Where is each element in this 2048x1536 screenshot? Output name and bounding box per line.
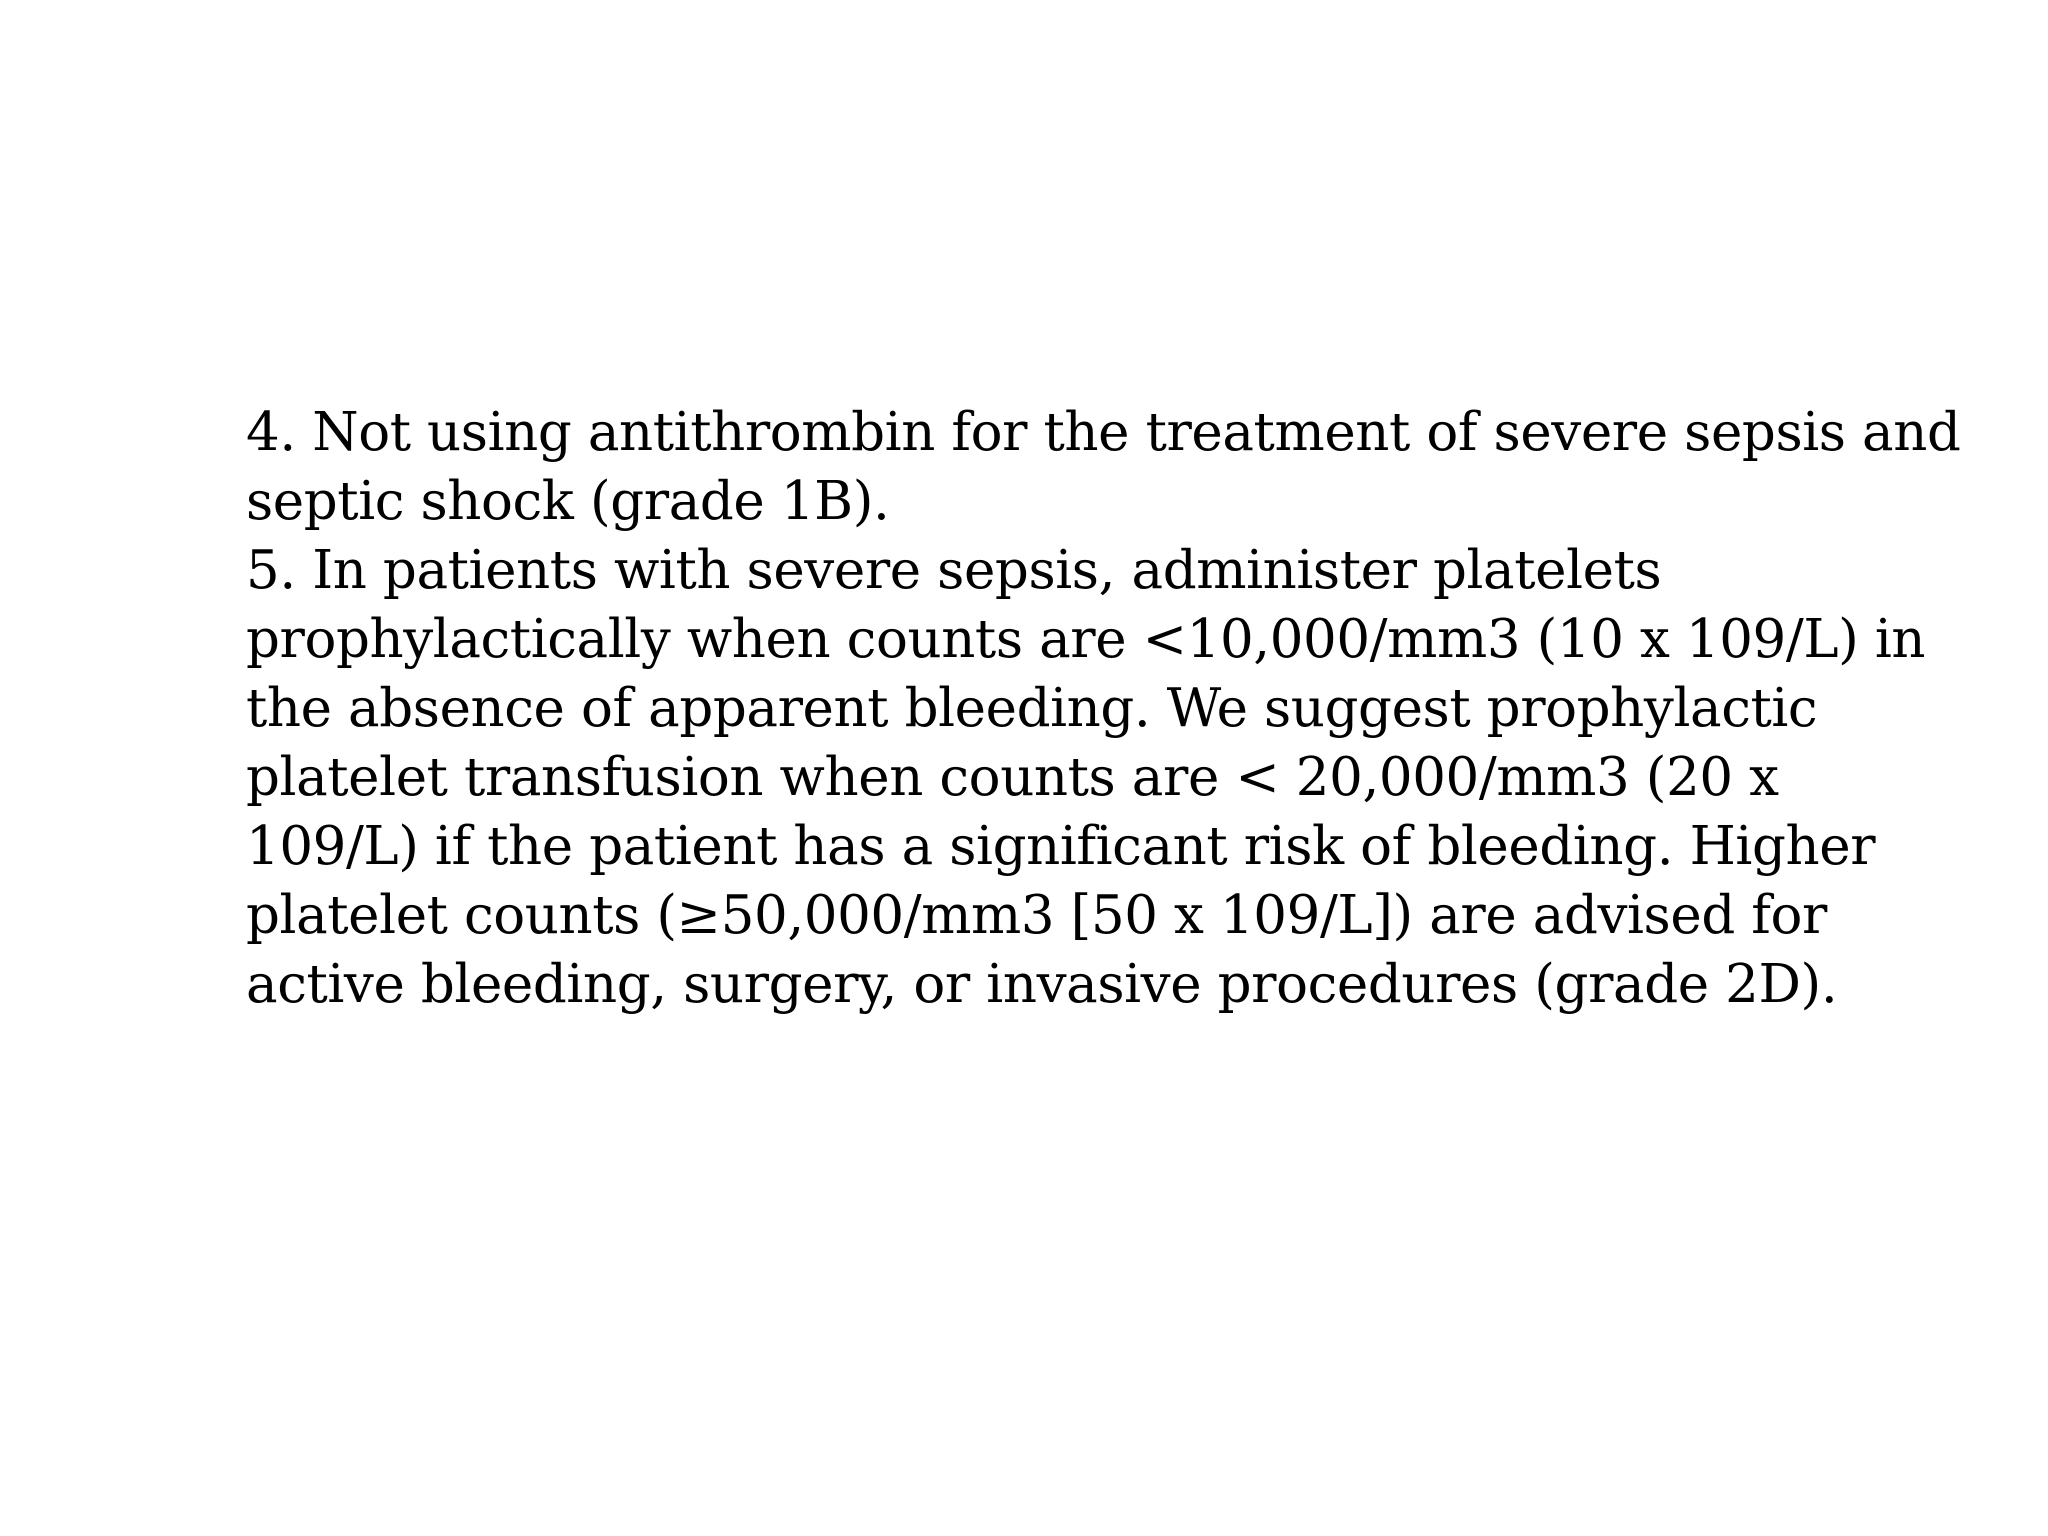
text-line: 4. Not using antithrombin for the treatment of severe sepsis and [246, 402, 1961, 463]
text-line: prophylactically when counts are <10,000/mm3 (10 x 109/L) in [246, 609, 1926, 670]
text-line: platelet counts (≥50,000/mm3 [50 x 109/L]) are advised for [246, 885, 1827, 946]
text-line: septic shock (grade 1B). [246, 471, 890, 532]
text-line: 109/L) if the patient has a significant risk of bleeding. Higher [246, 816, 1876, 877]
text-line: 5. In patients with severe sepsis, administer platelets [246, 540, 1662, 601]
text-line: platelet transfusion when counts are < 20,000/mm3 (20 x [246, 747, 1779, 808]
text-line: the absence of apparent bleeding. We suggest prophylactic [246, 678, 1818, 739]
recommendation-text [246, 398, 1961, 1019]
text-line: active bleeding, surgery, or invasive procedures (grade 2D). [246, 954, 1838, 1015]
